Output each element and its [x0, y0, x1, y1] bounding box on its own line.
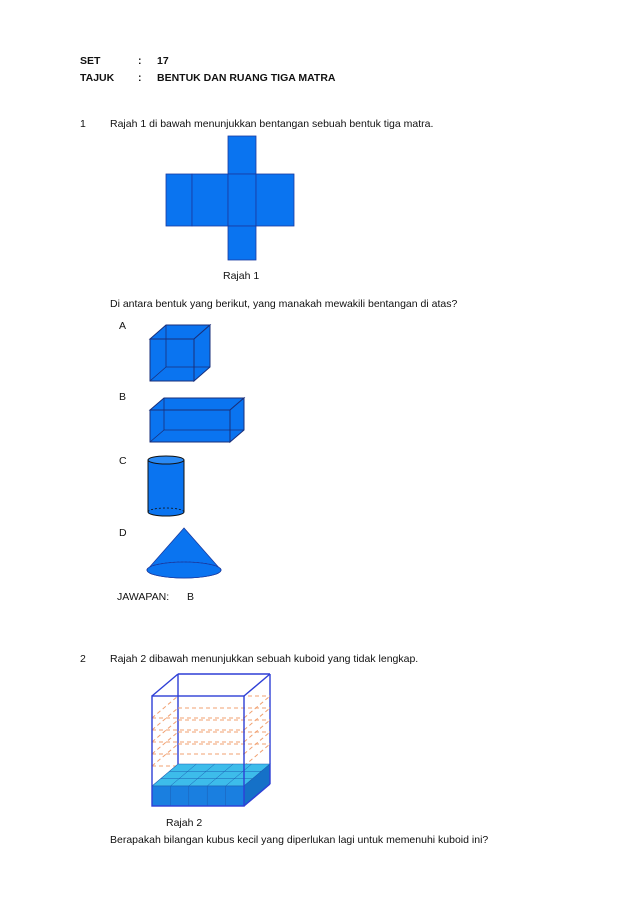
- question-2-number: 2: [80, 653, 86, 665]
- option-b-letter: B: [119, 391, 127, 403]
- option-a-cube: [148, 323, 214, 385]
- option-d-letter: D: [119, 527, 127, 539]
- option-b-cuboid: [148, 396, 246, 446]
- question-2-prompt: Rajah 2 dibawah menunjukkan sebuah kuboid yang tidak lengkap.: [110, 653, 419, 665]
- incomplete-cuboid-diagram: [146, 668, 276, 812]
- net-face-front: [192, 174, 228, 226]
- figure-1-caption: Rajah 1: [223, 270, 260, 282]
- figure-2-caption: Rajah 2: [166, 817, 203, 829]
- net-face-right: [256, 174, 294, 226]
- set-colon: :: [138, 55, 142, 67]
- topic-colon: :: [138, 72, 142, 84]
- answer-value: B: [187, 591, 195, 603]
- option-d-cone: [143, 526, 229, 582]
- set-value: 17: [157, 55, 169, 67]
- option-c-cylinder: [145, 454, 187, 518]
- question-2-question: Berapakah bilangan kubus kecil yang diperlukan lagi untuk memenuhi kuboid ini?: [110, 834, 489, 846]
- topic-value: BENTUK DAN RUANG TIGA MATRA: [157, 72, 336, 84]
- question-1-question: Di antara bentuk yang berikut, yang manakah mewakili bentangan di atas?: [110, 298, 458, 310]
- option-c-letter: C: [119, 455, 127, 467]
- set-label: SET: [80, 55, 101, 67]
- dashed-layer-lines: [152, 696, 270, 766]
- net-face-top: [228, 136, 256, 174]
- net-diagram: [160, 136, 310, 266]
- answer-label: JAWAPAN:: [117, 591, 170, 603]
- question-1-number: 1: [80, 118, 86, 130]
- topic-label: TAJUK: [80, 72, 115, 84]
- net-face-center: [228, 174, 256, 226]
- net-face-left: [166, 174, 192, 226]
- option-a-letter: A: [119, 320, 127, 332]
- net-face-bottom: [228, 226, 256, 260]
- question-1-prompt: Rajah 1 di bawah menunjukkan bentangan sebuah bentuk tiga matra.: [110, 118, 434, 130]
- base-layer-front: [152, 786, 244, 806]
